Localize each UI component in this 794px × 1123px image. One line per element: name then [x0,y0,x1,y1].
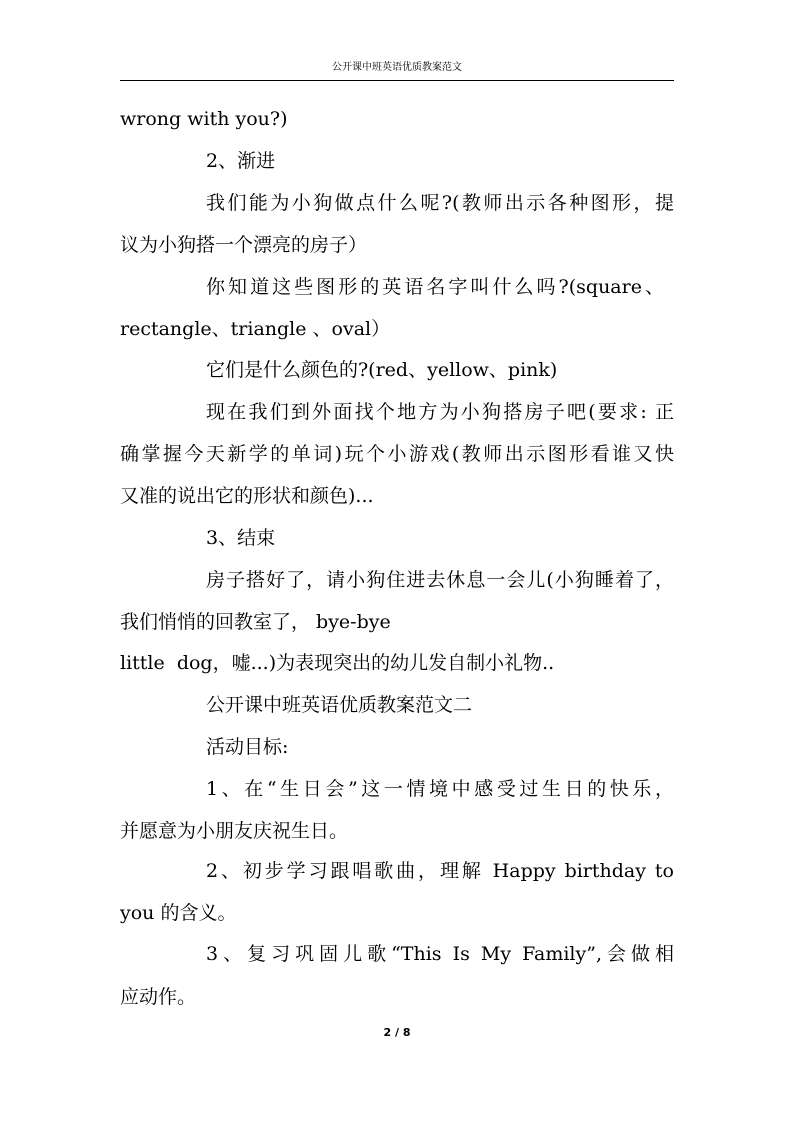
objective-item: 3、复习巩固儿歌“This Is My Family”,会做相 [206,943,674,965]
body-line: 房子搭好了，请小狗住进去休息一会儿(小狗睡着了， [206,569,674,591]
body-line: rectangle、triangle 、oval） [120,318,391,340]
page-header: 公开课中班英语优质教案范文 [332,62,462,73]
body-line: 确掌握今天新学的单词)玩个小游戏(教师出示图形看谁又快 [120,443,674,465]
section-heading-objectives: 活动目标: [206,736,289,758]
body-line: 并愿意为小朋友庆祝生日。 [120,820,349,842]
body-line: 现在我们到外面找个地方为小狗搭房子吧(要求: 正 [206,401,674,423]
header-divider [120,80,674,81]
body-line: 我们悄悄的回教室了， bye-bye [120,611,391,633]
body-line: you 的含义。 [120,902,237,924]
body-line: 应动作。 [120,986,197,1008]
body-line: 我们能为小狗做点什么呢?(教师出示各种图形，提 [206,192,674,214]
page-number: 2 / 8 [383,1026,411,1039]
body-line: 它们是什么颜色的?(red、yellow、pink) [206,359,558,381]
body-line: little dog，嘘...)为表现突出的幼儿发自制小礼物.. [120,652,555,674]
section-title-lesson-two: 公开课中班英语优质教案范文二 [206,694,473,716]
body-line: wrong with you?) [120,108,288,130]
body-line: 你知道这些图形的英语名字叫什么吗?(square、 [206,276,664,298]
objective-item: 1、在“生日会”这一情境中感受过生日的快乐， [206,778,674,800]
section-heading-progression: 2、渐进 [206,150,276,172]
section-heading-ending: 3、结束 [206,527,276,549]
body-line: 议为小狗搭一个漂亮的房子） [120,234,368,256]
body-line: 又准的说出它的形状和颜色)... [120,485,374,507]
objective-item: 2、初步学习跟唱歌曲，理解 Happy birthday to [206,860,674,882]
